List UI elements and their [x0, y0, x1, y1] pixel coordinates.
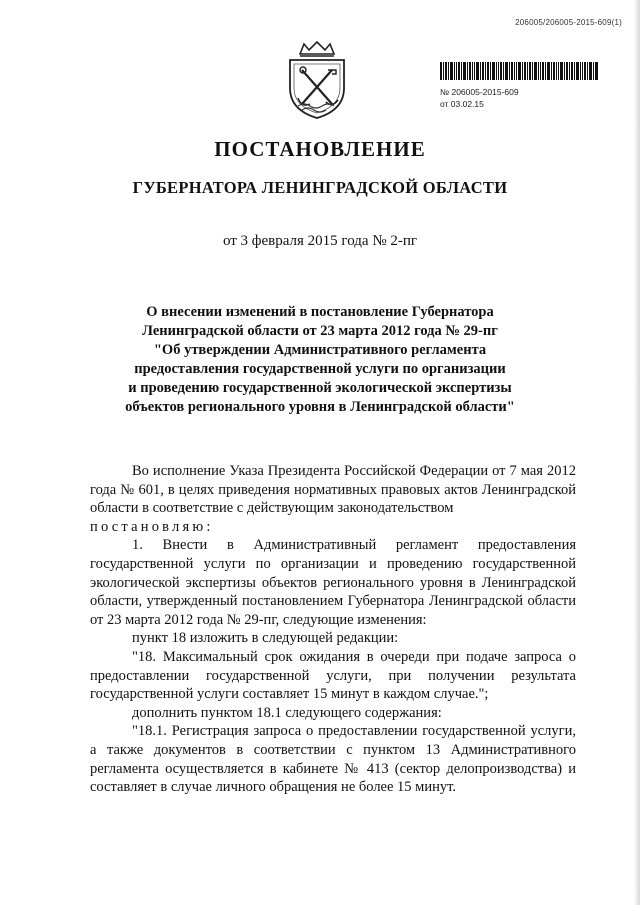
registration-stamp: [440, 62, 600, 110]
heading-line: объектов регионального уровня в Ленинградской области": [125, 399, 515, 415]
body-paragraph-instruction: пункт 18 изложить в следующей редакции:: [132, 630, 399, 647]
body-paragraph-item-1: 1. Внести в Административный регламент предоставления государственной услуги по организации и проведению государственной экологической экспертизы объектов регионального уровня в Ленинградской области, утвержденный постановлением Губернатора Ленинградской области от 23 марта 2012 года № 29-пг, следующие изменения:: [90, 537, 576, 628]
document-body: [90, 462, 576, 797]
document-reference-number: 206005/206005-2015-609(1): [515, 18, 622, 27]
document-date-number: от 3 февраля 2015 года № 2-пг: [222, 233, 418, 249]
body-resolution-word: постановляю:: [90, 518, 214, 535]
body-paragraph-clause-18: "18. Максимальный срок ожидания в очереди при подаче запроса о предоставлении государственной услуги, при получении результата государственной услуги составляет 15 минут в каждом случае.";: [90, 648, 576, 703]
scan-edge-shadow: [634, 0, 640, 905]
body-paragraph-preamble: Во исполнение Указа Президента Российской Федерации от 7 мая 2012 года № 601, в целях приведения нормативных правовых актов Ленинградской области в соответствие с действующим законодательством: [90, 463, 576, 517]
leningrad-oblast-coat-of-arms-icon: [282, 40, 352, 120]
body-paragraph-instruction-add: дополнить пунктом 18.1 следующего содержания:: [132, 704, 442, 721]
heading-line: О внесении изменений в постановление Губернатора: [146, 304, 494, 320]
barcode: [440, 62, 598, 80]
heading-line: "Об утверждении Административного регламента: [153, 342, 487, 358]
document-heading: [80, 303, 560, 417]
heading-line: предоставления государственной услуги по организации: [134, 361, 506, 377]
registration-number: № 206005-2015-609: [440, 87, 519, 97]
heading-line: Ленинградской области от 23 марта 2012 года № 29-пг: [142, 323, 498, 339]
body-paragraph-clause-18-1: "18.1. Регистрация запроса о предоставлении государственной услуги, а также документов в соответствии с пунктом 13 Административного регламента осуществляется в кабинете № 413 (сектор делопроизводства) и составляет в случае личного обращения не более 15 минут.: [90, 723, 576, 796]
document-issuer: ГУБЕРНАТОРА ЛЕНИНГРАДСКОЙ ОБЛАСТИ: [132, 178, 508, 197]
document-title: ПОСТАНОВЛЕНИЕ: [214, 137, 426, 161]
heading-line: и проведению государственной экологической экспертизы: [128, 380, 512, 396]
registration-date: от 03.02.15: [440, 99, 484, 109]
